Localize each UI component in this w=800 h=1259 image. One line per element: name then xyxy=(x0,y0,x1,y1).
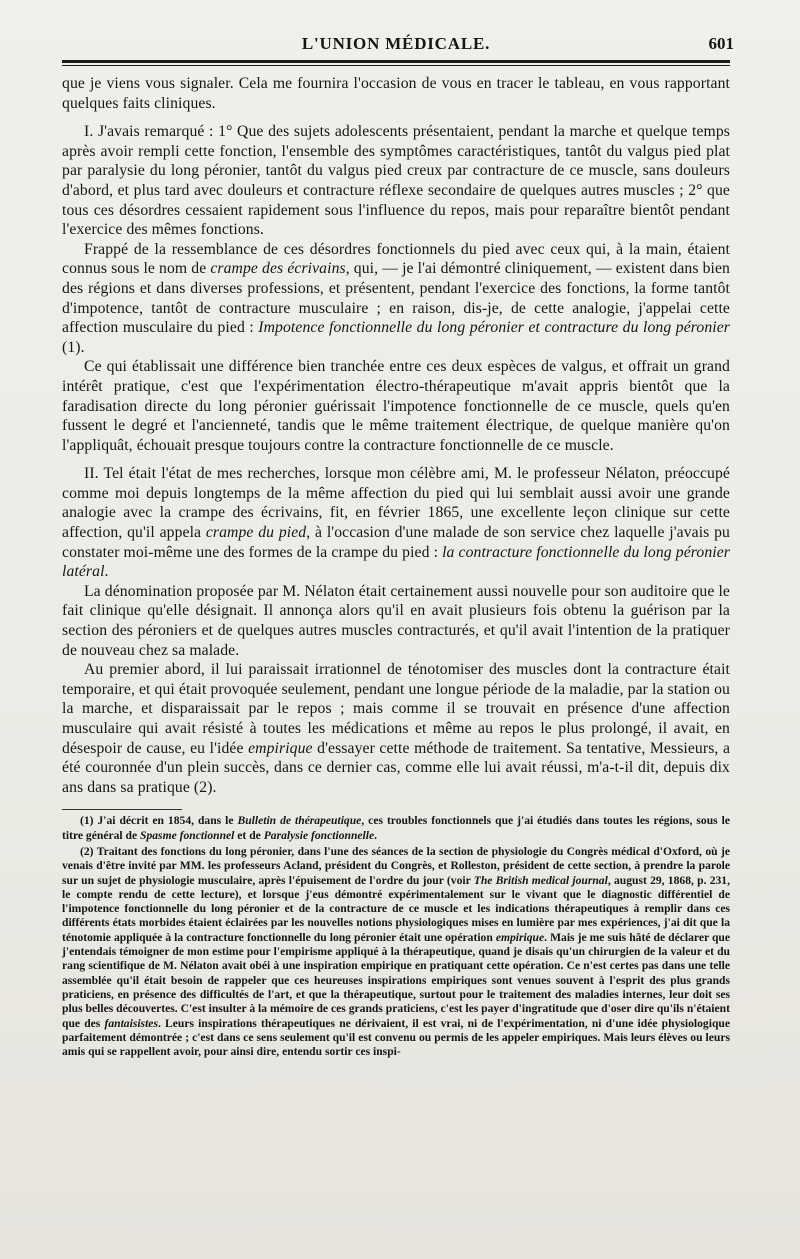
italic-phrase: Paralysie fonctionnelle xyxy=(263,828,375,842)
page-number: 601 xyxy=(708,34,734,53)
header-rule xyxy=(62,60,730,66)
text-run: . Mais je me suis hâté de déclarer que j'entendais témoigner de mon estime pour l'empirisme appliqué à la thérapeutique, quand je disais qu'un chirurgien de la valeur et du rang scientifique de M. Nélaton avait obéi à une inspiration empirique en pratiquant cette opération. Ce n'est certes pas dans une telle assemblée qu'il était besoin de rappeler que ces heureuses inspirations empiriques sont venues souvent à l'esprit des plus grands praticiens, en présence des difficultés de l'art, et que la thérapeutique, surtout pour le traitement des maladies internes, leur doit ses plus belles découvertes. C'est insulter à la mémoire de ces grands praticiens, c'est les payer d'ingratitude que d'oser dire qu'ils n'étaient que des xyxy=(62,930,730,1030)
footnote-rule xyxy=(62,809,182,810)
footnotes xyxy=(62,814,730,1059)
text-run: , august 29, 1868, p. 231, le compte rendu de cette lecture), et lorsque j'eus démontré expérimentalement sur le vivant que le diagnostic différentiel de l'impotence fonctionnelle du long péronier et de la contracture de ce muscle et les indications thérapeutiques à remplir dans ces différents états morbides étaient éclairées par les nouvelles notions physiologiques mises en lumière par mes expériences, j'ai dit que la ténotomie appliquée à la contracture fonctionnelle du long péronier était une opération xyxy=(62,873,731,944)
running-header xyxy=(62,28,734,54)
text-run: , qui, — je l'ai démontré cliniquement, — existent dans bien des régions et dans diverses professions, et présentent, pendant l'exercice des fonctions, la forme tantôt d'impotence, tantôt de contracture musculaire ; en raison, dis-je, de cette analogie, j'appelai cette affection musculaire du pied : xyxy=(62,260,730,337)
italic-phrase: Impotence fonctionnelle du long péronier et contracture du long péronier xyxy=(258,319,730,337)
text-run: Frappé de la ressemblance de ces désordres fonctionnels du pied avec ceux qui, à la main, étaient connus sous le nom de xyxy=(62,240,730,278)
paragraph-2 xyxy=(62,122,730,240)
italic-phrase: crampe des écrivains xyxy=(210,260,346,278)
italic-phrase: fantaisistes xyxy=(104,1016,158,1030)
text-run: , ces troubles fonctionnels que j'ai étudiés dans toutes les régions, sous le titre général de xyxy=(62,814,730,842)
italic-phrase: Bulletin de thérapeutique xyxy=(237,814,362,828)
paragraph-5 xyxy=(62,464,730,582)
text-run: . xyxy=(104,563,109,581)
footnote-2 xyxy=(62,845,730,1059)
text-run: Ce qui établissait une différence bien tranchée entre ces deux espèces de valgus, et offrait un grand intérêt pratique, c'est que l'expérimentation électro-thérapeutique m'avait appris bientôt que la faradisation directe du long péronier guérissait l'impotence fonctionnelle de ce muscle, quels qu'en fussent le degré et l'ancienneté, tandis que le même traitement électrique, de quelque manière qu'on l'appliquât, échouait presque toujours contre la contracture fonctionnelle de ce muscle. xyxy=(62,358,730,454)
paragraph-1 xyxy=(62,74,730,113)
paragraph-3 xyxy=(62,240,730,358)
journal-title: L'UNION MÉDICALE. xyxy=(301,34,491,53)
italic-phrase: crampe du pied xyxy=(205,524,307,542)
text-run: que je viens vous signaler. Cela me fournira l'occasion de vous en tracer le tableau, en vous rapportant quelques faits cliniques. xyxy=(62,75,730,112)
paragraph-6 xyxy=(62,582,730,660)
text-run: Au premier abord, il lui paraissait irrationnel de ténotomiser des muscles dont la contracture était temporaire, et qui était provoquée seulement, pendant une longue période de la maladie, par la station ou la marche, et disparaissait par le repos ; mais comme il se trouvait en présence d'une affection musculaire qui avait résisté à toutes les médications et même au repos le plus prolongé, il avait, en désespoir de cause, eu l'idée xyxy=(62,661,730,757)
text-run: La dénomination proposée par M. Nélaton était certainement aussi nouvelle pour son auditoire que le fait clinique qu'elle désignait. Il annonça alors qu'il en avait plusieurs fois obtenu la guérison par la section des péroniers et de quelques autres muscles contracturés, et qu'il avait l'intention de la pratiquer de nouveau chez sa malade. xyxy=(62,582,730,659)
text-run: (1). xyxy=(62,338,85,356)
italic-phrase: la contracture fonctionnelle du long péronier latéral xyxy=(62,543,730,581)
article-body xyxy=(62,74,730,797)
text-run: . xyxy=(374,828,378,842)
text-run: (2) Traitant des fonctions du long péronier, dans l'une des séances de la section de physiologie du Congrès médical d'Oxford, où je venais d'être invité par MM. les professeurs Acland, président du Congrès, et Rolleston, président de cette section, à prendre la parole sur un sujet de physiologie musculaire, après l'épuisement de l'ordre du jour (voir xyxy=(62,844,730,887)
text-run: et de xyxy=(234,828,264,842)
text-run: d'essayer cette méthode de traitement. Sa tentative, Messieurs, a été couronnée d'un plein succès, dans ce dernier cas, comme elle lui avait réussi, m'a-t-il dit, depuis dix ans dans sa pratique (2). xyxy=(62,739,731,796)
footnote-1 xyxy=(62,814,730,843)
italic-phrase: The British medical journal xyxy=(473,873,608,887)
italic-phrase: empirique xyxy=(495,930,545,944)
italic-phrase: empirique xyxy=(248,739,313,757)
italic-phrase: Spasme fonctionnel xyxy=(140,828,235,842)
text-run: (1) J'ai décrit en 1854, dans le xyxy=(80,814,238,828)
paragraph-4 xyxy=(62,357,730,455)
text-run: , à l'occasion d'une malade de son service chez laquelle j'avais pu constater moi-même une des formes de la crampe du pied : xyxy=(62,524,730,561)
text-run: II. Tel était l'état de mes recherches, lorsque mon célèbre ami, M. le professeur Nélaton, préoccupé comme moi depuis longtemps de la même affection du pied qui lui semblait aussi avoir une grande analogie avec la crampe des écrivains, fit, en février 1865, une excellente leçon clinique sur cette affection, qu'il appela xyxy=(62,465,730,542)
paragraph-7 xyxy=(62,660,730,797)
text-run: . Leurs inspirations thérapeutiques ne dérivaient, il est vrai, ni de l'expérimentation, ni d'une idée physiologique parfaitement démontrée ; c'est dans ce sens seulement qu'il est convenu ou permis de les appeler empiriques. Mais leurs élèves ou leurs amis qui se rappellent avoir, pour ainsi dire, entendu sortir ces inspi- xyxy=(62,1016,730,1059)
text-run: I. J'avais remarqué : 1° Que des sujets adolescents présentaient, pendant la marche et quelque temps après avoir rempli cette fonction, l'ensemble des symptômes caractéristiques, tantôt du valgus pied plat par paralysie du long péronier, tantôt du valgus pied creux par contracture de ce muscle, sans douleurs d'abord, et plus tard avec douleurs et contracture réflexe secondaire de quelques autres muscles ; 2° que tous ces désordres cessaient rapidement sous l'influence du repos, mais pour reparaître bientôt pendant l'exercice des mêmes fonctions. xyxy=(62,123,730,239)
